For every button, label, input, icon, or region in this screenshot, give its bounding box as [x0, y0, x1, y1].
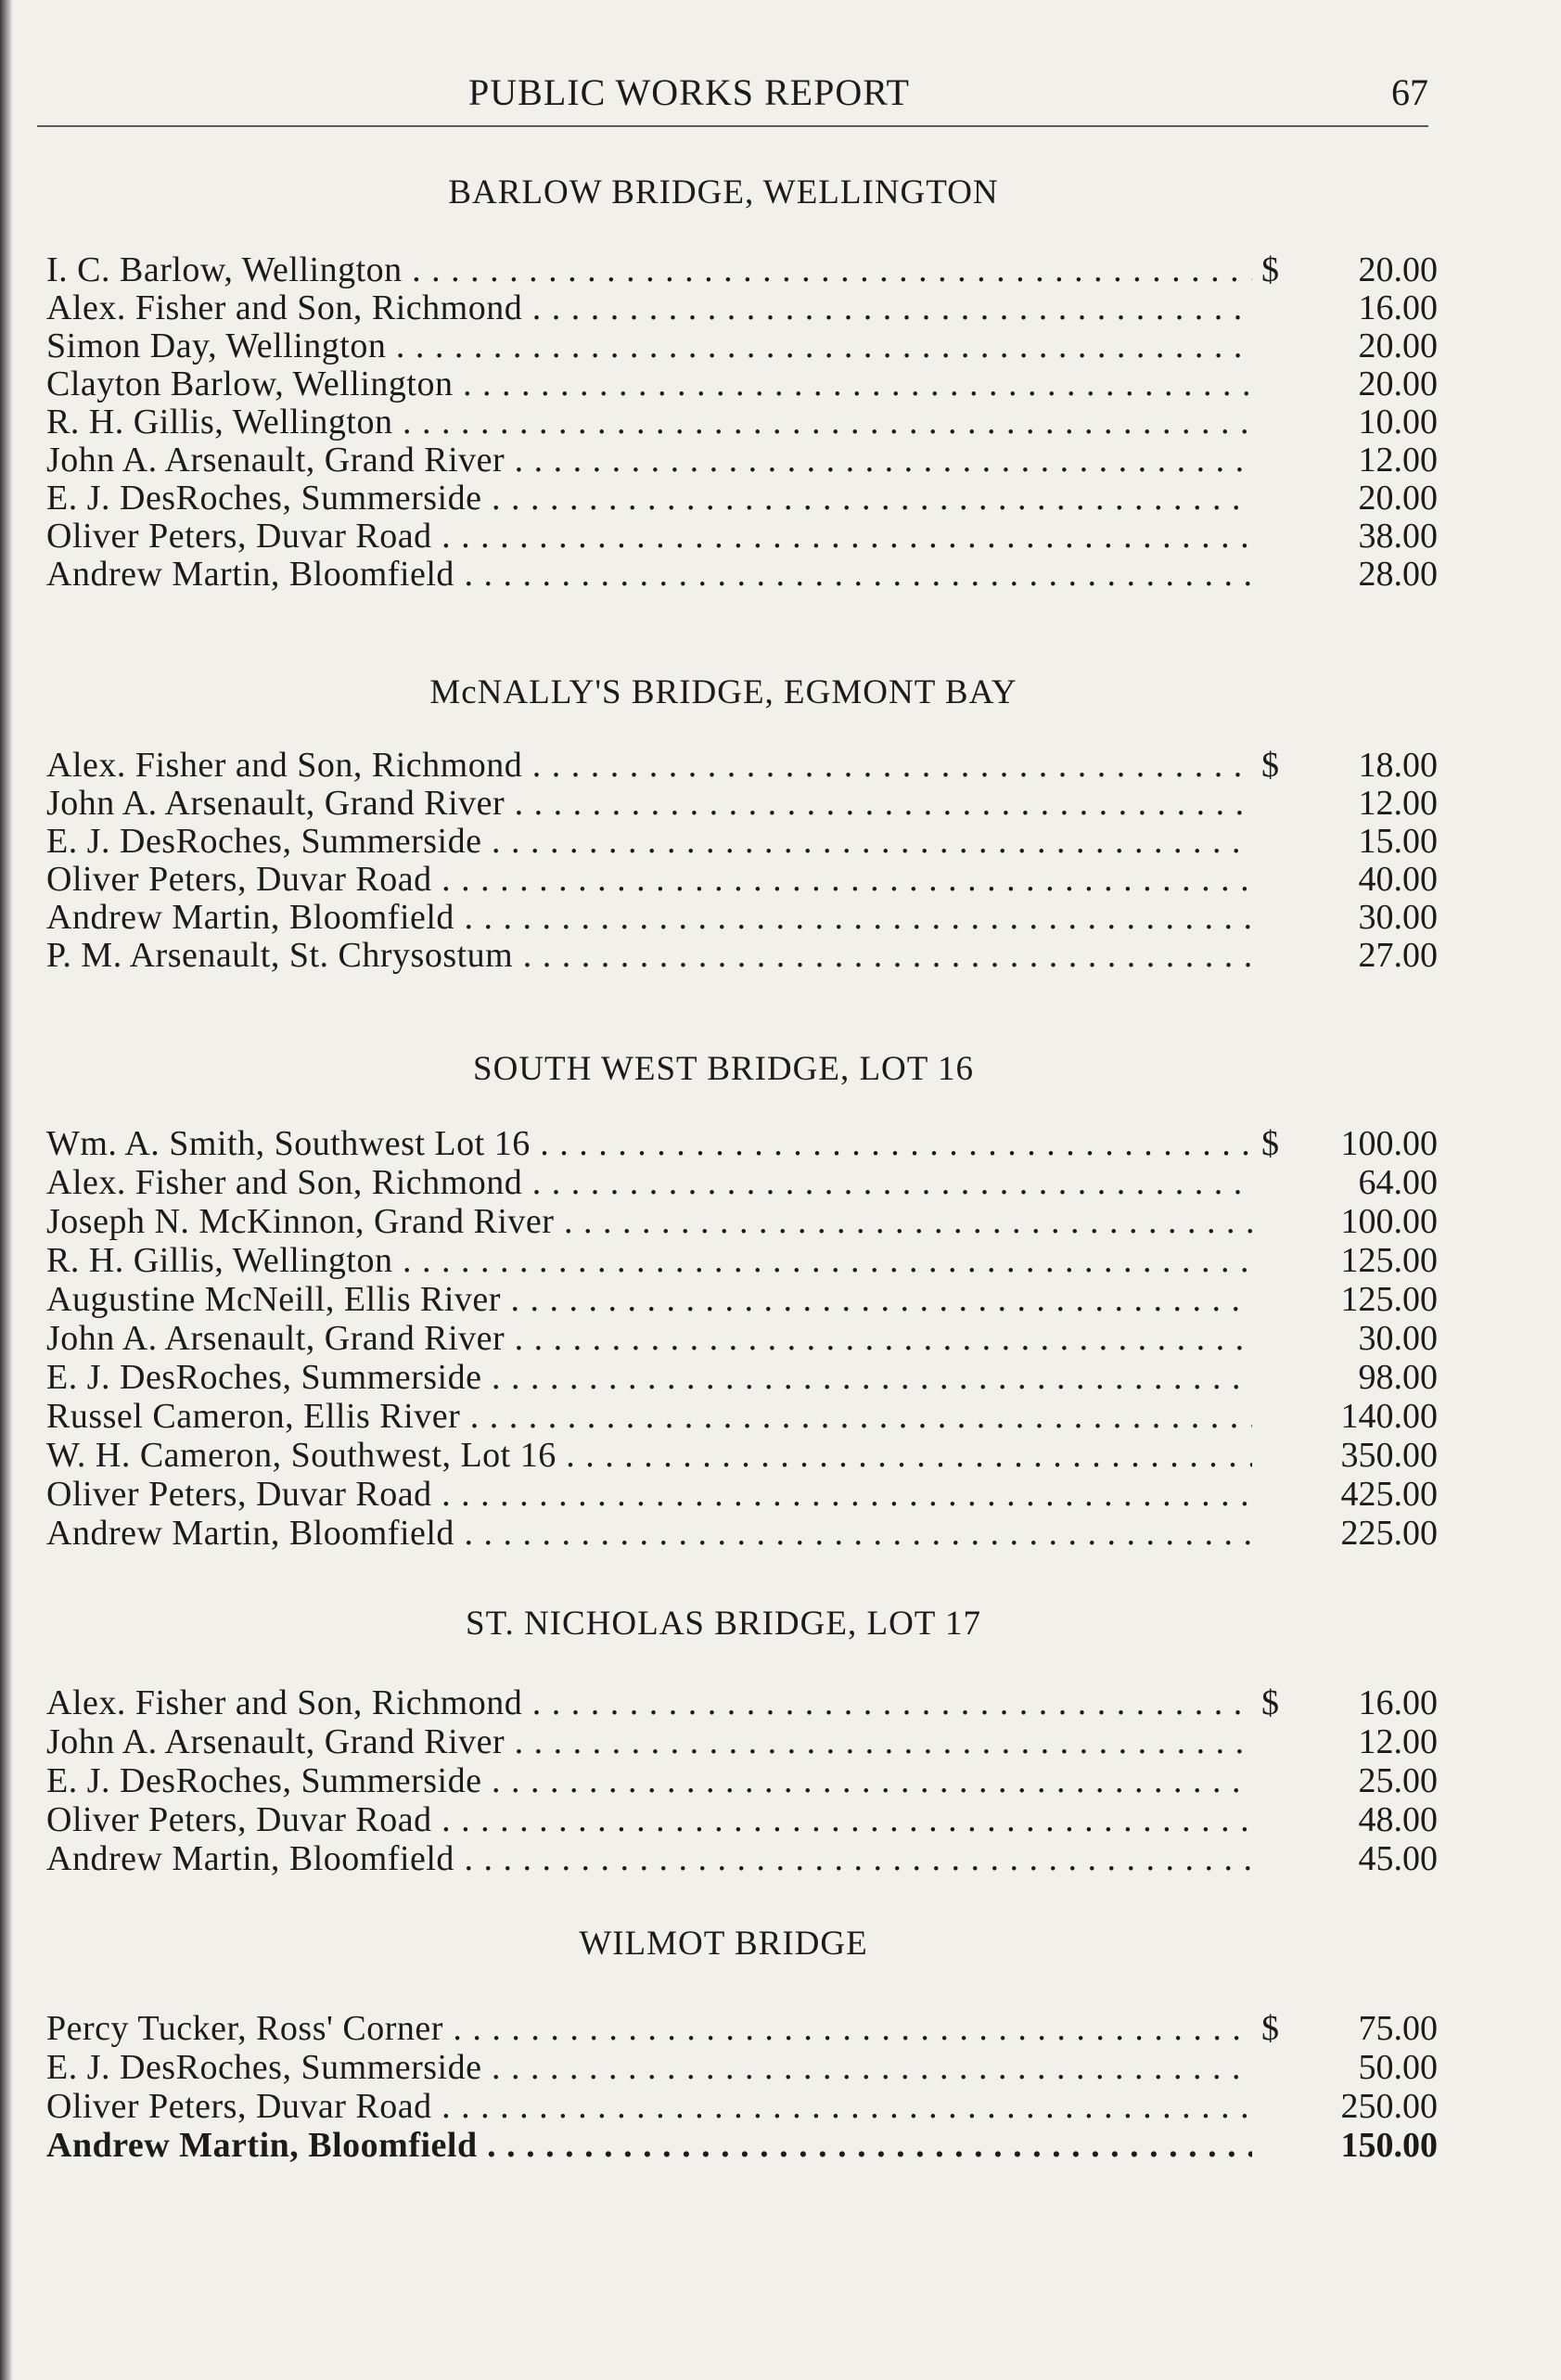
list-item — [46, 1800, 1438, 1839]
payee-name: Alex. Fisher and Son, Richmond . . . — [46, 1683, 1252, 1722]
payee-name: Oliver Peters, Duvar Road . . . — [46, 1800, 1252, 1839]
amount: 20.00 — [1358, 326, 1438, 365]
list-item — [46, 898, 1438, 937]
amount: 12.00 — [1358, 441, 1438, 480]
list-item — [46, 936, 1438, 975]
payee-name: E. J. DesRoches, Summerside . . . — [46, 479, 1252, 518]
amount: 100.00 — [1340, 1124, 1438, 1163]
list-item — [46, 1241, 1438, 1280]
list-item — [46, 1319, 1438, 1358]
page-binding-edge — [0, 0, 13, 2380]
list-item — [46, 403, 1438, 441]
list-item — [46, 441, 1438, 480]
amount: 27.00 — [1358, 936, 1438, 975]
payee-name: Wm. A. Smith, Southwest Lot 16 . . . — [46, 1124, 1252, 1163]
list-item — [46, 1683, 1438, 1722]
list-item — [46, 1839, 1438, 1878]
dollar-sign: $ — [1261, 2009, 1279, 2048]
section-heading-south-west-bridge: SOUTH WEST BRIDGE, LOT 16 — [473, 1050, 974, 1088]
payee-name: Andrew Martin, Bloomfield . . . — [46, 898, 1252, 937]
amount: 425.00 — [1340, 1475, 1438, 1514]
amount: 16.00 — [1358, 1683, 1438, 1722]
amount: 225.00 — [1340, 1514, 1438, 1553]
payee-name: I. C. Barlow, Wellington . . . — [46, 250, 1252, 289]
dollar-sign: $ — [1261, 250, 1279, 289]
amount: 50.00 — [1358, 2048, 1438, 2087]
list-item — [46, 2087, 1438, 2126]
dollar-sign: $ — [1261, 746, 1279, 785]
amount: 20.00 — [1358, 365, 1438, 403]
list-item — [46, 1761, 1438, 1800]
list-item — [46, 1722, 1438, 1761]
payee-name: Oliver Peters, Duvar Road . . . — [46, 517, 1252, 556]
list-item — [46, 1202, 1438, 1241]
payee-name: John A. Arsenault, Grand River . . . — [46, 784, 1252, 823]
amount: 64.00 — [1358, 1163, 1438, 1202]
amount: 75.00 — [1358, 2009, 1438, 2048]
list-item — [46, 784, 1438, 823]
payee-name: John A. Arsenault, Grand River . . . — [46, 1319, 1252, 1358]
payee-name: Oliver Peters, Duvar Road . . . — [46, 2087, 1252, 2126]
list-item — [46, 2009, 1438, 2048]
list-item — [46, 1358, 1438, 1397]
amount: 125.00 — [1340, 1280, 1438, 1319]
amount: 28.00 — [1358, 555, 1438, 594]
amount: 150.00 — [1340, 2126, 1438, 2165]
running-title: PUBLIC WORKS REPORT — [468, 71, 910, 113]
payee-name: Russel Cameron, Ellis River . . . — [46, 1397, 1252, 1436]
payee-name: Oliver Peters, Duvar Road . . . — [46, 1475, 1252, 1514]
amount: 25.00 — [1358, 1761, 1438, 1800]
list-item — [46, 822, 1438, 861]
list-item — [46, 1397, 1438, 1436]
section-heading-st-nicholas-bridge: ST. NICHOLAS BRIDGE, LOT 17 — [466, 1605, 981, 1643]
amount: 16.00 — [1358, 288, 1438, 327]
list-item — [46, 326, 1438, 365]
payee-name: Simon Day, Wellington . . . — [46, 326, 1252, 365]
payee-name: R. H. Gillis, Wellington . . . — [46, 403, 1252, 441]
amount: 250.00 — [1340, 2087, 1438, 2126]
amount: 10.00 — [1358, 403, 1438, 441]
amount: 48.00 — [1358, 1800, 1438, 1839]
amount: 350.00 — [1340, 1436, 1438, 1475]
amount: 125.00 — [1340, 1241, 1438, 1280]
payee-name: Clayton Barlow, Wellington . . . — [46, 365, 1252, 403]
section-heading-mcnallys-bridge: McNALLY'S BRIDGE, EGMONT BAY — [429, 673, 1017, 711]
payee-name: Alex. Fisher and Son, Richmond . . . — [46, 746, 1252, 785]
list-item — [46, 517, 1438, 556]
amount: 40.00 — [1358, 860, 1438, 899]
amount: 45.00 — [1358, 1839, 1438, 1878]
amount: 20.00 — [1358, 479, 1438, 518]
amount: 20.00 — [1358, 250, 1438, 289]
payee-name: R. H. Gillis, Wellington . . . — [46, 1241, 1252, 1280]
payee-name: Andrew Martin, Bloomfield . . . — [46, 2126, 1252, 2165]
payee-name: P. M. Arsenault, St. Chrysostum . . . — [46, 936, 1252, 975]
page-number: 67 — [1391, 71, 1428, 113]
payee-name: Andrew Martin, Bloomfield . . . — [46, 1839, 1252, 1878]
payee-name: Augustine McNeill, Ellis River . . . — [46, 1280, 1252, 1319]
list-item — [46, 365, 1438, 403]
payee-name: Andrew Martin, Bloomfield . . . — [46, 555, 1252, 594]
list-item — [46, 1514, 1438, 1553]
amount: 12.00 — [1358, 784, 1438, 823]
section-heading-barlow-bridge: BARLOW BRIDGE, WELLINGTON — [448, 173, 999, 211]
amount: 12.00 — [1358, 1722, 1438, 1761]
payee-name: John A. Arsenault, Grand River . . . — [46, 441, 1252, 480]
amount: 30.00 — [1358, 898, 1438, 937]
payee-name: Alex. Fisher and Son, Richmond . . . — [46, 288, 1252, 327]
payee-name: Joseph N. McKinnon, Grand River . . . — [46, 1202, 1252, 1241]
list-item — [46, 2126, 1438, 2165]
amount: 100.00 — [1340, 1202, 1438, 1241]
list-item — [46, 1280, 1438, 1319]
header-rule — [37, 125, 1428, 127]
amount: 140.00 — [1340, 1397, 1438, 1436]
list-item — [46, 860, 1438, 899]
list-item — [46, 288, 1438, 327]
list-item — [46, 1124, 1438, 1163]
list-item — [46, 250, 1438, 289]
payee-name: E. J. DesRoches, Summerside . . . — [46, 822, 1252, 861]
payee-name: E. J. DesRoches, Summerside . . . — [46, 1761, 1252, 1800]
list-item — [46, 2048, 1438, 2087]
payee-name: Percy Tucker, Ross' Corner . . . — [46, 2009, 1252, 2048]
amount: 18.00 — [1358, 746, 1438, 785]
list-item — [46, 1436, 1438, 1475]
amount: 38.00 — [1358, 517, 1438, 556]
payee-name: E. J. DesRoches, Summerside . . . — [46, 2048, 1252, 2087]
payee-name: Oliver Peters, Duvar Road . . . — [46, 860, 1252, 899]
list-item — [46, 1163, 1438, 1202]
list-item — [46, 1475, 1438, 1514]
dollar-sign: $ — [1261, 1124, 1279, 1163]
payee-name: Andrew Martin, Bloomfield . . . — [46, 1514, 1252, 1553]
dollar-sign: $ — [1261, 1683, 1279, 1722]
amount: 30.00 — [1358, 1319, 1438, 1358]
amount: 15.00 — [1358, 822, 1438, 861]
list-item — [46, 746, 1438, 785]
section-heading-wilmot-bridge: WILMOT BRIDGE — [579, 1925, 868, 1963]
list-item — [46, 555, 1438, 594]
payee-name: John A. Arsenault, Grand River . . . — [46, 1722, 1252, 1761]
payee-name: Alex. Fisher and Son, Richmond . . . — [46, 1163, 1252, 1202]
list-item — [46, 479, 1438, 518]
page-header — [0, 65, 1561, 121]
amount: 98.00 — [1358, 1358, 1438, 1397]
payee-name: E. J. DesRoches, Summerside . . . — [46, 1358, 1252, 1397]
payee-name: W. H. Cameron, Southwest, Lot 16 . . . — [46, 1436, 1252, 1475]
